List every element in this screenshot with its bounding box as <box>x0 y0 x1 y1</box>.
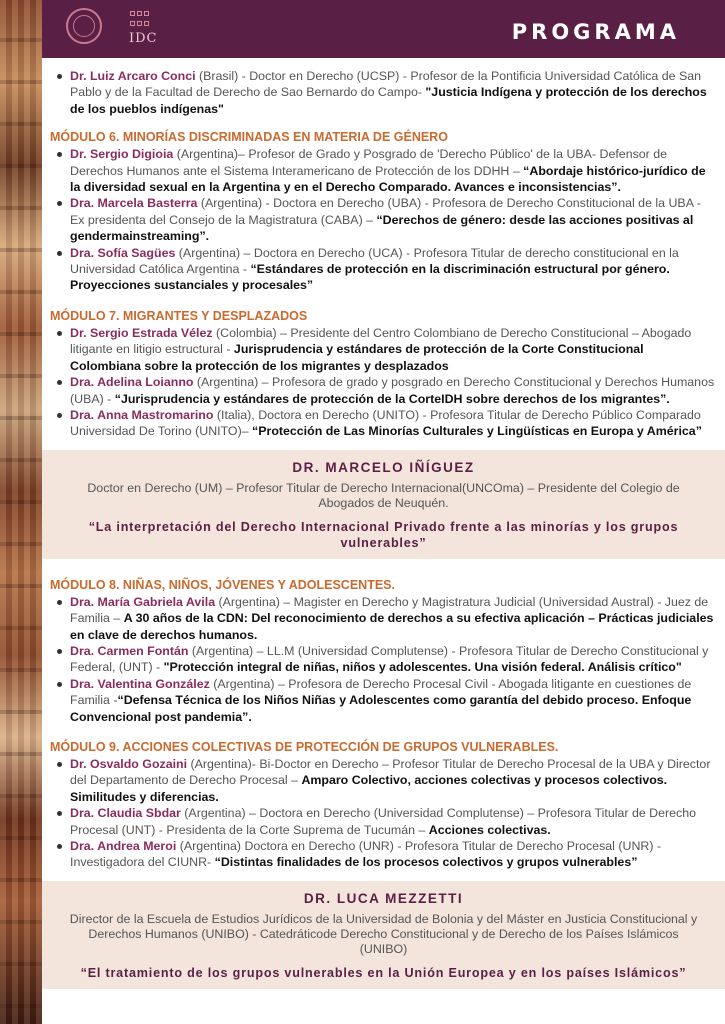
speaker-desc: (Argentina) – Profesora de grado y posgrado en Derecho Constitucional y Derechos Humanos (UBA) - <box>70 375 715 406</box>
speaker-desc: (Argentina)- Bi-Doctor en Derecho – Profesor Titular de Derecho Procesal de la UBA y Director del Departamento de Derecho Procesal – <box>70 756 711 788</box>
speaker-desc: (Italia), Doctora en Derecho (UNITO) - Profesora Titular de Derecho Público Comparado Universidad De Torino (UNITO)– <box>70 407 701 439</box>
speaker-desc: (Argentina) - Doctora en Derecho (UBA) - Profesora de Derecho Constitucional de la UBA - Ex presidenta del Consejo de la Magistratura (CABA) – <box>70 196 701 227</box>
keynote-desc: Director de la Escuela de Estudios Jurídicos de la Universidad de Bolonia y del Máster en Justicia Constitucional y Derechos Humanos (UNIBO) - Catedráticode Derecho Constitucional y de Derecho de los Países Islámicos (UNIBO) <box>69 911 698 956</box>
module-title: MÓDULO 8. NIÑAS, NIÑOS, JÓVENES Y ADOLESCENTES. <box>50 577 395 592</box>
speaker-name: Dr. Sergio Digioia <box>70 147 174 162</box>
module-7 <box>42 294 725 450</box>
speaker-name: Dra. Andrea Meroi <box>70 839 177 853</box>
talk-title: “Derechos de género: desde las acciones positivas al gendermainstreaming”. <box>70 212 694 244</box>
keynote-card <box>42 881 725 989</box>
speaker-desc: (Brasil) - Doctor en Derecho (UCSP) - Profesor de la Pontificia Universidad Católica de San Pablo y de la Facultad de Derecho de Sao Bernardo do Campo- <box>70 69 702 100</box>
talk-title: Amparo Colectivo, acciones colectivas y procesos colectivos. Similitudes y diferencias. <box>70 773 668 804</box>
talk-title: “Estándares de protección en la discriminación estructural por género. Proyecciones sustanciales y procesales” <box>70 262 670 293</box>
keynote-talk: “La interpretación del Derecho Internacional Privado frente a las minorías y los grupos vulnerables” <box>88 519 679 550</box>
module-title: MÓDULO 6. MINORÍAS DISCRIMINADAS EN MATERIA DE GÉNERO <box>50 130 448 145</box>
keynote-talk: “El tratamiento de los grupos vulnerables en la Unión Europea y en los países Islámicos” <box>80 965 687 980</box>
talk-title: Jurisprudencia y estándares de protección de la Corte Constitucional Colombiana sobre la protección de los migrantes y desplazados <box>70 342 644 373</box>
speaker-name: Dra. Anna Mastromarino <box>70 407 214 422</box>
list-item <box>50 245 717 294</box>
list-item <box>50 676 717 725</box>
keynote-name: DR. LUCA MEZZETTI <box>303 890 464 906</box>
speaker-desc: (Colombia) – Presidente del Centro Colombiano de Derecho Constitucional – Abogado litigante en litigio estructural - <box>70 325 692 357</box>
page-title: PROGRAMA <box>511 20 680 44</box>
module-title: MÓDULO 7. MIGRANTES Y DESPLAZADOS <box>50 308 308 323</box>
talk-title: “Jurisprudencia y estándares de protección de la CorteIDH sobre derechos de los migrantes”. <box>114 391 670 406</box>
talk-title: Acciones colectivas. <box>428 822 551 837</box>
program-content <box>42 58 725 989</box>
speaker-name: Dra. Valentina González <box>70 676 210 691</box>
idc-logo-text: IDC <box>129 31 158 46</box>
speaker-name: Dra. Marcela Basterra <box>70 196 198 211</box>
intro-section <box>42 58 725 117</box>
list-item <box>50 374 717 407</box>
speaker-name: Dra. Adelina Loianno <box>70 375 194 390</box>
speaker-desc: (Argentina) – Magister en Derecho y Magistratura Judicial (Universidad Austral) - Juez de Familia – <box>70 594 709 626</box>
talk-title: “Distintas finalidades de los procesos colectivos y grupos vulnerables” <box>214 855 638 870</box>
keynote-desc: Doctor en Derecho (UM) – Profesor Titular de Derecho Internacional(UNCOma) – Presidente del Colegio de Abogados de Neuquén. <box>87 480 680 510</box>
list-item <box>50 146 717 195</box>
module-8 <box>42 559 725 725</box>
keynote-name: DR. MARCELO IÑÍGUEZ <box>292 459 475 475</box>
keynote-card <box>42 450 725 559</box>
list-item <box>50 325 717 374</box>
speaker-desc: (Argentina) – Profesora de Derecho Procesal Civil - Abogada litigante en cuestiones de Familia - <box>70 676 692 708</box>
speaker-name: Dr. Osvaldo Gozaini <box>70 756 188 771</box>
list-item <box>50 68 717 117</box>
list-item <box>50 838 717 871</box>
list-item <box>50 643 717 676</box>
idc-logo-icon <box>130 11 150 29</box>
talk-title: "Protección integral de niñas, niños y adolescentes. Una visión federal. Análisis crítico" <box>163 660 682 675</box>
speaker-name: Dr. Luiz Arcaro Conci <box>70 69 196 83</box>
header-bar <box>42 0 725 58</box>
talk-title: "Justicia Indígena y protección de los derechos de los pueblos indígenas" <box>70 85 707 116</box>
decorative-side-photo <box>0 0 42 1024</box>
speaker-name: Dra. María Gabriela Avila <box>70 594 216 609</box>
speaker-desc: (Argentina) – Doctora en Derecho (UCA) - Profesora Titular de derecho constitucional en la Universidad Católica Argentina - <box>70 245 679 277</box>
speaker-name: Dra. Claudia Sbdar <box>70 806 181 821</box>
talk-title: “Abordaje histórico-jurídico de la diversidad sexual en la Argentina y en el Derecho Comparado. Avances e inconsistencias”. <box>70 163 706 195</box>
speaker-name: Dra. Sofía Sagües <box>70 245 176 260</box>
speaker-desc: (Argentina)– Profesor de Grado y Posgrado de 'Derecho Público' de la UBA- Defensor de Derechos Humanos ante el Sistema Interamericano de Protección de los DDHH – <box>70 147 668 178</box>
list-item <box>50 407 717 440</box>
module-9 <box>42 725 725 881</box>
speaker-desc: (Argentina) – LL.M (Universidad Complutense) - Profesora Titular de Derecho Constitucional y Federal, (UNT) - <box>70 643 709 675</box>
list-item <box>50 756 717 805</box>
list-item <box>50 195 717 244</box>
module-6 <box>42 117 725 294</box>
speaker-name: Dr. Sergio Estrada Vélez <box>70 325 213 340</box>
speaker-name: Dra. Carmen Fontán <box>70 643 189 658</box>
module-title: MÓDULO 9. ACCIONES COLECTIVAS DE PROTECCIÓN DE GRUPOS VULNERABLES. <box>50 739 559 754</box>
list-item <box>50 594 717 643</box>
speaker-desc: (Argentina) Doctora en Derecho (UNR) - Profesora Titular de Derecho Procesal (UNR) - Investigadora del CIUNR- <box>70 839 662 870</box>
talk-title: “Protección de Las Minorías Culturales y Lingüísticas en Europa y América” <box>252 424 702 439</box>
speaker-desc: (Argentina) – Doctora en Derecho (Universidad Complutense) – Profesora Titular de Derecho Procesal (UNT) - Presidenta de la Corte Suprema de Tucumán – <box>70 806 697 837</box>
talk-title: A 30 años de la CDN: Del reconocimiento de derechos a su efectiva aplicación – Prácticas judiciales en clave de derechos humanos. <box>70 611 714 642</box>
list-item <box>50 805 717 838</box>
talk-title: “Defensa Técnica de los Niños Niñas y Adolescentes como garantía del debido proceso. Enfoque Convencional post pandemia”. <box>70 693 692 724</box>
university-seal-icon <box>66 8 102 44</box>
